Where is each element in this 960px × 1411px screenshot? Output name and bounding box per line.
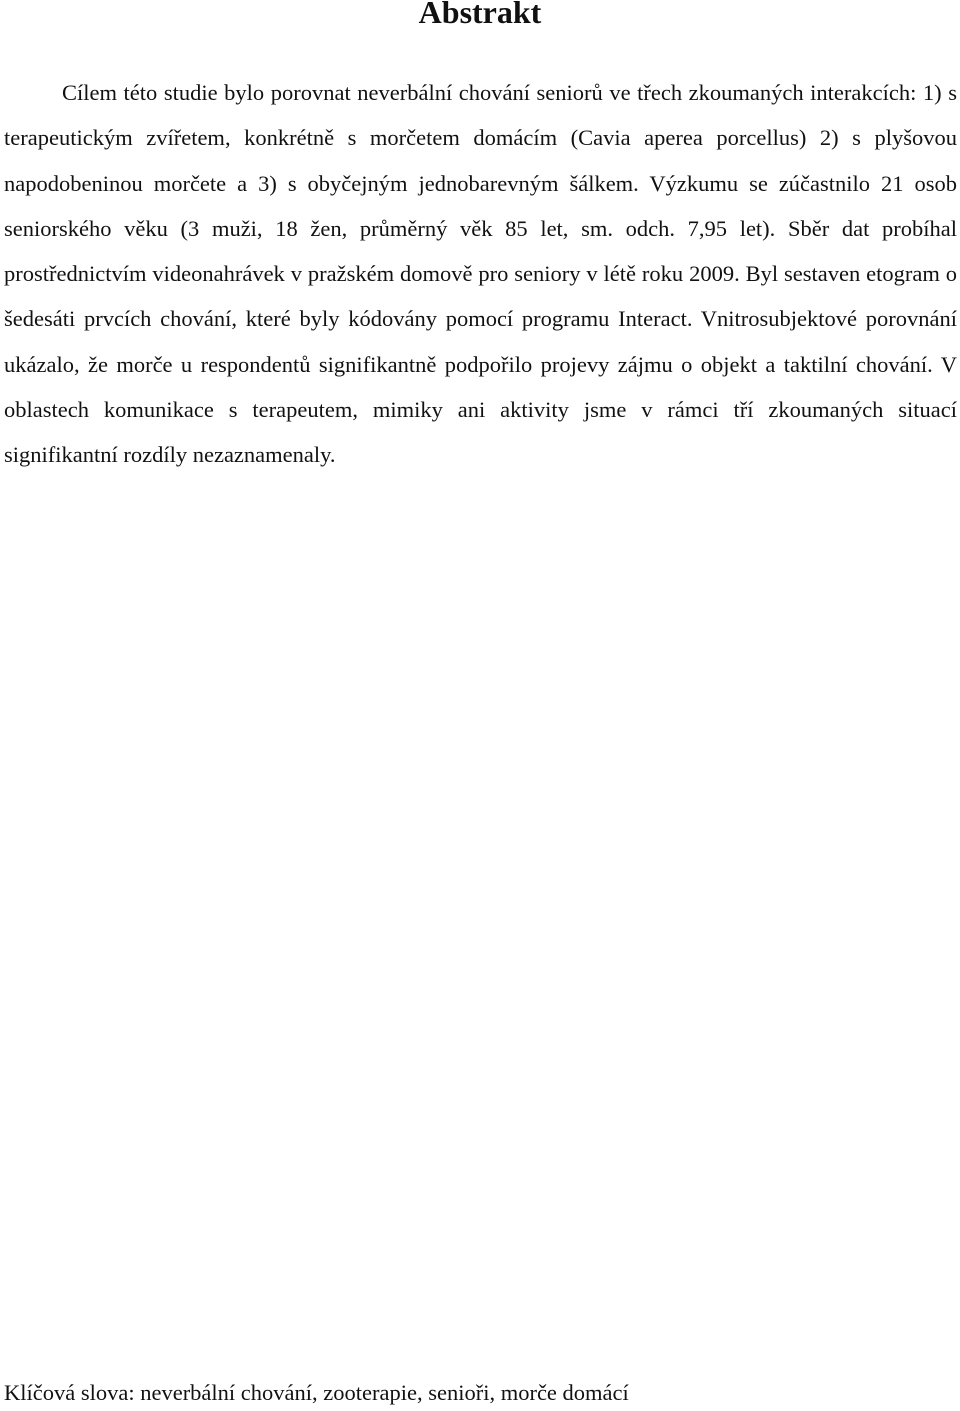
abstract-paragraph: Cílem této studie bylo porovnat neverbální chování seniorů ve třech zkoumaných interakcích: 1) s terapeutickým zvířetem, konkrétně s morčetem domácím (Cavia aperea porcellus) 2) s plyšovou napodobeninou morčete a 3) s obyčejným jednobarevným šálkem. Výzkumu se zúčastnilo 21 osob seniorského věku (3 muži, 18 žen, průměrný věk 85 let, sm. odch. 7,95 let). Sběr dat probíhal prostřednictvím videonahrávek v pražském domově pro seniory v létě roku 2009. Byl sestaven etogram o šedesáti prvcích chování, které byly kódovány pomocí programu Interact. Vnitrosubjektové porovnání ukázalo, že morče u respondentů signifikantně podpořilo projevy zájmu o objekt a taktilní chování. V oblastech komunikace s terapeutem, mimiky ani aktivity jsme v rámci tří zkoumaných situací signifikantní rozdíly nezaznamenaly. xyxy=(4,80,957,468)
keywords-line: Klíčová slova: neverbální chování, zooterapie, senioři, morče domácí xyxy=(4,1380,629,1405)
abstract-title: Abstrakt xyxy=(418,0,542,30)
